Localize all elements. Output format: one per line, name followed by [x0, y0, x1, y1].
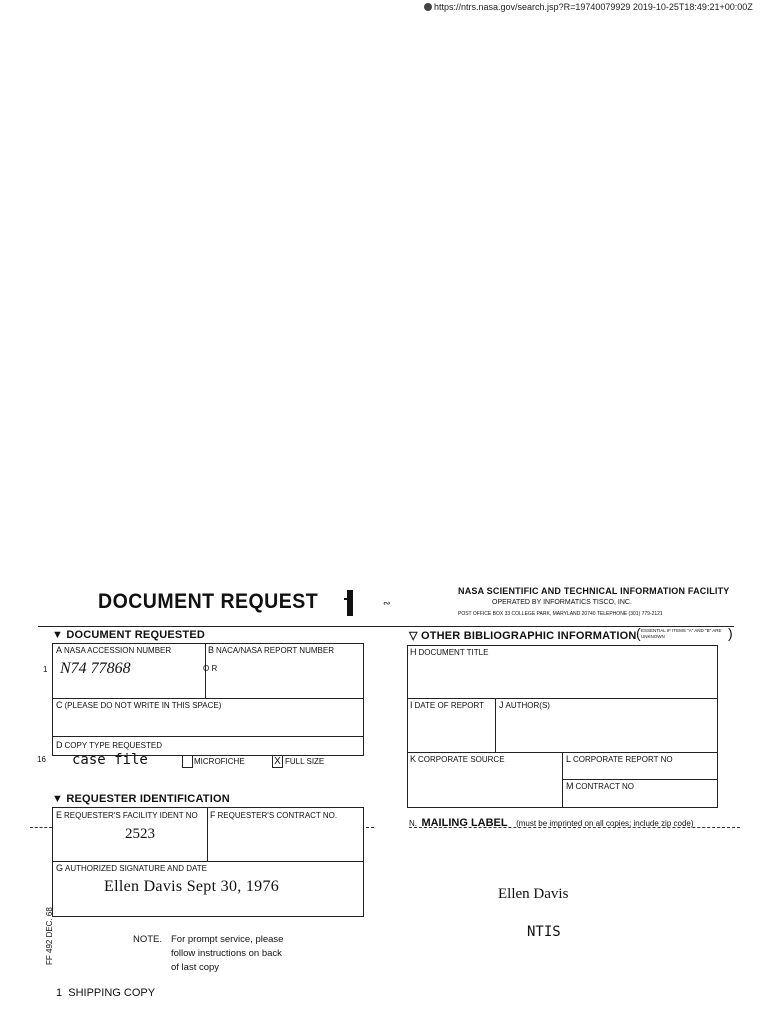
mailing-org[interactable]: NTIS	[527, 924, 561, 940]
bibliographic-heading: ▽ OTHER BIBLIOGRAPHIC INFORMATION	[409, 630, 637, 642]
field-l-label: L CORPORATE REPORT NO	[566, 754, 673, 764]
globe-icon	[424, 3, 432, 11]
arrow-down-icon: ▼	[52, 629, 64, 641]
divider	[52, 861, 364, 862]
fullsize-checkbox[interactable]: X	[272, 755, 283, 768]
copy-type-value[interactable]: case file	[72, 752, 148, 768]
operated-by: OPERATED BY INFORMATICS TISCO, INC.	[492, 599, 632, 606]
field-f-label: F REQUESTER'S CONTRACT NO.	[210, 810, 338, 820]
source-url	[424, 2, 753, 12]
divider	[495, 698, 496, 752]
margin-dash	[366, 827, 374, 828]
microfiche-checkbox[interactable]	[182, 755, 193, 768]
divider	[207, 807, 208, 861]
or-text: O R	[203, 664, 218, 673]
note-line-3: of last copy	[171, 962, 220, 973]
arrow-down-outline-icon: ▽	[409, 630, 418, 642]
accession-number-value[interactable]: N74 77868	[60, 660, 131, 677]
field-c-label: C (PLEASE DO NOT WRITE IN THIS SPACE)	[56, 700, 222, 710]
doc-requested-heading: ▼ DOCUMENT REQUESTED	[52, 629, 206, 641]
microfiche-label: MICROFICHE	[194, 757, 245, 766]
arrow-down-icon: ▼	[52, 793, 64, 805]
source-url-text: https://ntrs.nasa.gov/search.jsp?R=19740079929 2019-10-25T18:49:21+00:00Z	[434, 2, 753, 12]
requester-box	[52, 807, 364, 917]
field-g-label: G AUTHORIZED SIGNATURE AND DATE	[56, 863, 207, 873]
facility-ident-value[interactable]: 2523	[125, 826, 155, 842]
mailing-name[interactable]: Ellen Davis	[498, 886, 569, 902]
facility-name: NASA SCIENTIFIC AND TECHNICAL INFORMATION FACILITY	[458, 586, 730, 596]
facility-address: POST OFFICE BOX 33 COLLEGE PARK, MARYLAND 20740 TELEPHONE (301) 779-2121	[458, 611, 663, 617]
note-line-1: For prompt service, please	[171, 934, 284, 945]
field-e-label: E REQUESTER'S FACILITY IDENT NO	[56, 810, 198, 820]
divider	[52, 698, 364, 699]
field-d-label: D COPY TYPE REQUESTED	[56, 740, 163, 750]
field-h-label: H DOCUMENT TITLE	[410, 647, 489, 657]
tab-marker-icon	[344, 588, 356, 618]
note-prefix: NOTE.	[133, 934, 163, 945]
field-m-label: M CONTRACT NO	[566, 781, 635, 791]
field-i-label: I DATE OF REPORT	[410, 700, 485, 710]
header-rule	[38, 626, 734, 627]
margin-number-16: 16	[37, 755, 46, 764]
divider	[562, 752, 563, 808]
paren-open: (	[636, 625, 641, 641]
field-k-label: K CORPORATE SOURCE	[410, 754, 505, 764]
signature-date-value[interactable]: Ellen Davis Sept 30, 1976	[104, 878, 280, 895]
mailing-label-heading: N. MAILING LABEL (must be imprinted on all copies; include zip code)	[409, 817, 694, 829]
field-a-label: A NASA ACCESSION NUMBER	[56, 645, 172, 655]
margin-number-1: 1	[43, 665, 48, 674]
mailing-rule	[409, 827, 740, 828]
field-j-label: J AUTHOR(S)	[499, 700, 550, 710]
margin-dash	[30, 827, 52, 828]
form-title: DOCUMENT REQUEST	[98, 590, 319, 613]
form-number: FF 492 DEC. 68	[45, 907, 54, 965]
fullsize-label: FULL SIZE	[285, 757, 325, 766]
essential-note: ESSENTIAL IF ITEMS "A" AND "B" ARE UNKNOWN	[641, 628, 722, 639]
paren-close: )	[728, 625, 733, 641]
copy-label: 1 SHIPPING COPY	[56, 987, 156, 999]
divider	[562, 779, 718, 780]
divider	[52, 736, 364, 737]
divider	[407, 698, 718, 699]
stray-mark-icon: ∾	[383, 598, 391, 608]
field-b-label: B NACA/NASA REPORT NUMBER	[208, 645, 334, 655]
note-line-2: follow instructions on back	[171, 948, 282, 959]
requester-heading: ▼ REQUESTER IDENTIFICATION	[52, 793, 230, 805]
